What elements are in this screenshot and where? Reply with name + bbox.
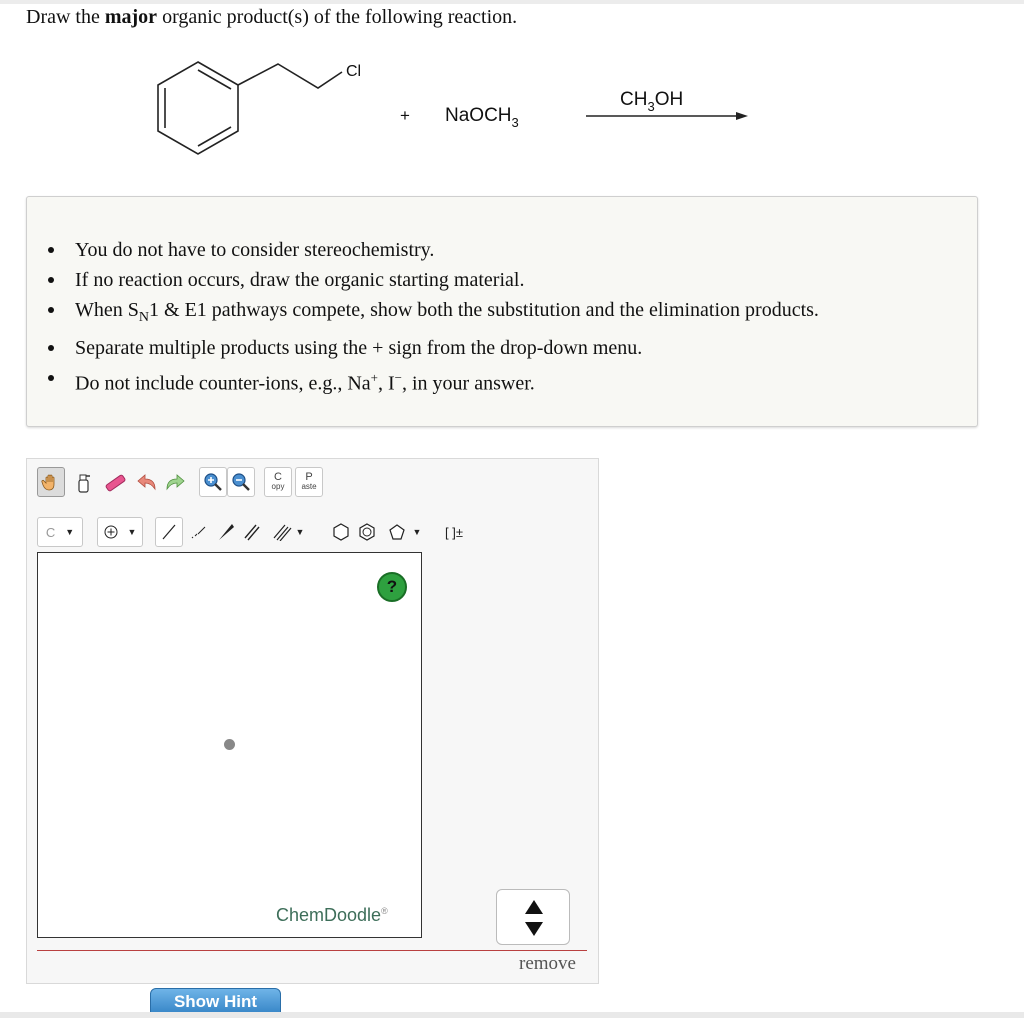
dropdown-arrow-icon: ▼ bbox=[412, 527, 422, 537]
benzene-icon bbox=[357, 522, 377, 542]
help-button[interactable]: ? bbox=[377, 572, 407, 602]
redo-icon bbox=[163, 473, 187, 493]
hashed-bond-button[interactable] bbox=[185, 519, 211, 545]
arrow-head bbox=[736, 112, 748, 120]
instruction-item: If no reaction occurs, draw the organic starting material. bbox=[75, 265, 819, 295]
charge-dropdown[interactable] bbox=[97, 517, 143, 547]
chemdoodle-logo: ChemDoodle® bbox=[276, 905, 388, 925]
bottom-border bbox=[0, 1012, 1024, 1018]
drawing-canvas[interactable] bbox=[37, 552, 422, 938]
canvas-marker-dot bbox=[224, 739, 235, 750]
undo-icon bbox=[135, 473, 159, 493]
answer-stepper[interactable] bbox=[496, 889, 570, 945]
bracket-charge-button[interactable]: [ ]± bbox=[445, 524, 463, 540]
cyclopentane-icon bbox=[387, 522, 407, 542]
wedge-bond-button[interactable] bbox=[213, 519, 239, 545]
ethyl-chain bbox=[238, 64, 342, 88]
clear-button[interactable] bbox=[69, 469, 97, 497]
plus-charge-icon bbox=[104, 525, 118, 539]
instruction-item: Separate multiple products using the + sign from the drop-down menu. bbox=[75, 333, 819, 363]
dropdown-arrow-icon: ▼ bbox=[65, 527, 75, 537]
solvent-label: $CH_3OH$ bbox=[620, 89, 684, 114]
wedge-bond-icon bbox=[217, 523, 235, 541]
reagent-label: NaOCH$_3$ bbox=[445, 105, 519, 130]
hand-tool-button[interactable] bbox=[37, 467, 65, 497]
eraser-icon bbox=[103, 472, 127, 494]
question-text: Draw the major organic product(s) of the following reaction. bbox=[26, 6, 518, 28]
instruction-item: When $S_N1$ & E1 pathways compete, show both the substitution and the elimination products. bbox=[75, 295, 819, 333]
remove-link[interactable]: remove bbox=[519, 953, 576, 974]
double-bond-icon bbox=[243, 523, 261, 541]
reaction-scheme bbox=[140, 50, 780, 170]
show-hint-button[interactable]: Show Hint bbox=[150, 988, 281, 1018]
cyclohexane-icon bbox=[331, 522, 351, 542]
copy-button[interactable]: C opy bbox=[264, 467, 292, 497]
dropdown-arrow-icon: ▼ bbox=[127, 527, 137, 537]
up-down-arrows-icon bbox=[497, 890, 571, 946]
redo-button[interactable] bbox=[161, 469, 189, 497]
zoom-out-icon bbox=[231, 472, 251, 492]
ring-dropdown[interactable] bbox=[381, 519, 427, 545]
hashed-bond-icon bbox=[189, 523, 207, 541]
double-bond-button[interactable] bbox=[239, 519, 265, 545]
chemdoodle-editor bbox=[26, 458, 599, 984]
plus-sign: + bbox=[400, 106, 410, 125]
zoom-in-button[interactable] bbox=[199, 467, 227, 497]
dropdown-arrow-icon: ▼ bbox=[295, 527, 305, 537]
eraser-button[interactable] bbox=[101, 469, 129, 497]
top-border bbox=[0, 0, 1024, 4]
benzene-ring bbox=[158, 62, 238, 154]
triple-bond-dropdown[interactable] bbox=[265, 519, 311, 545]
instruction-item: You do not have to consider stereochemistry. bbox=[75, 235, 819, 265]
instructions-panel bbox=[26, 196, 978, 427]
zoom-in-icon bbox=[203, 472, 223, 492]
single-bond-icon bbox=[160, 523, 178, 541]
benzene-button[interactable] bbox=[355, 519, 379, 545]
single-bond-button[interactable] bbox=[155, 517, 183, 547]
undo-button[interactable] bbox=[133, 469, 161, 497]
divider-line bbox=[37, 950, 587, 951]
hand-icon bbox=[41, 472, 61, 492]
element-dropdown[interactable]: C ▼ bbox=[37, 517, 83, 547]
triple-bond-icon bbox=[272, 523, 292, 541]
instruction-item: Do not include counter-ions, e.g., Na+, I−, in your answer. bbox=[75, 363, 819, 399]
spray-bottle-icon bbox=[73, 472, 93, 494]
paste-button[interactable]: P aste bbox=[295, 467, 323, 497]
cyclohexane-button[interactable] bbox=[329, 519, 353, 545]
zoom-out-button[interactable] bbox=[227, 467, 255, 497]
chlorine-label: Cl bbox=[346, 63, 362, 80]
